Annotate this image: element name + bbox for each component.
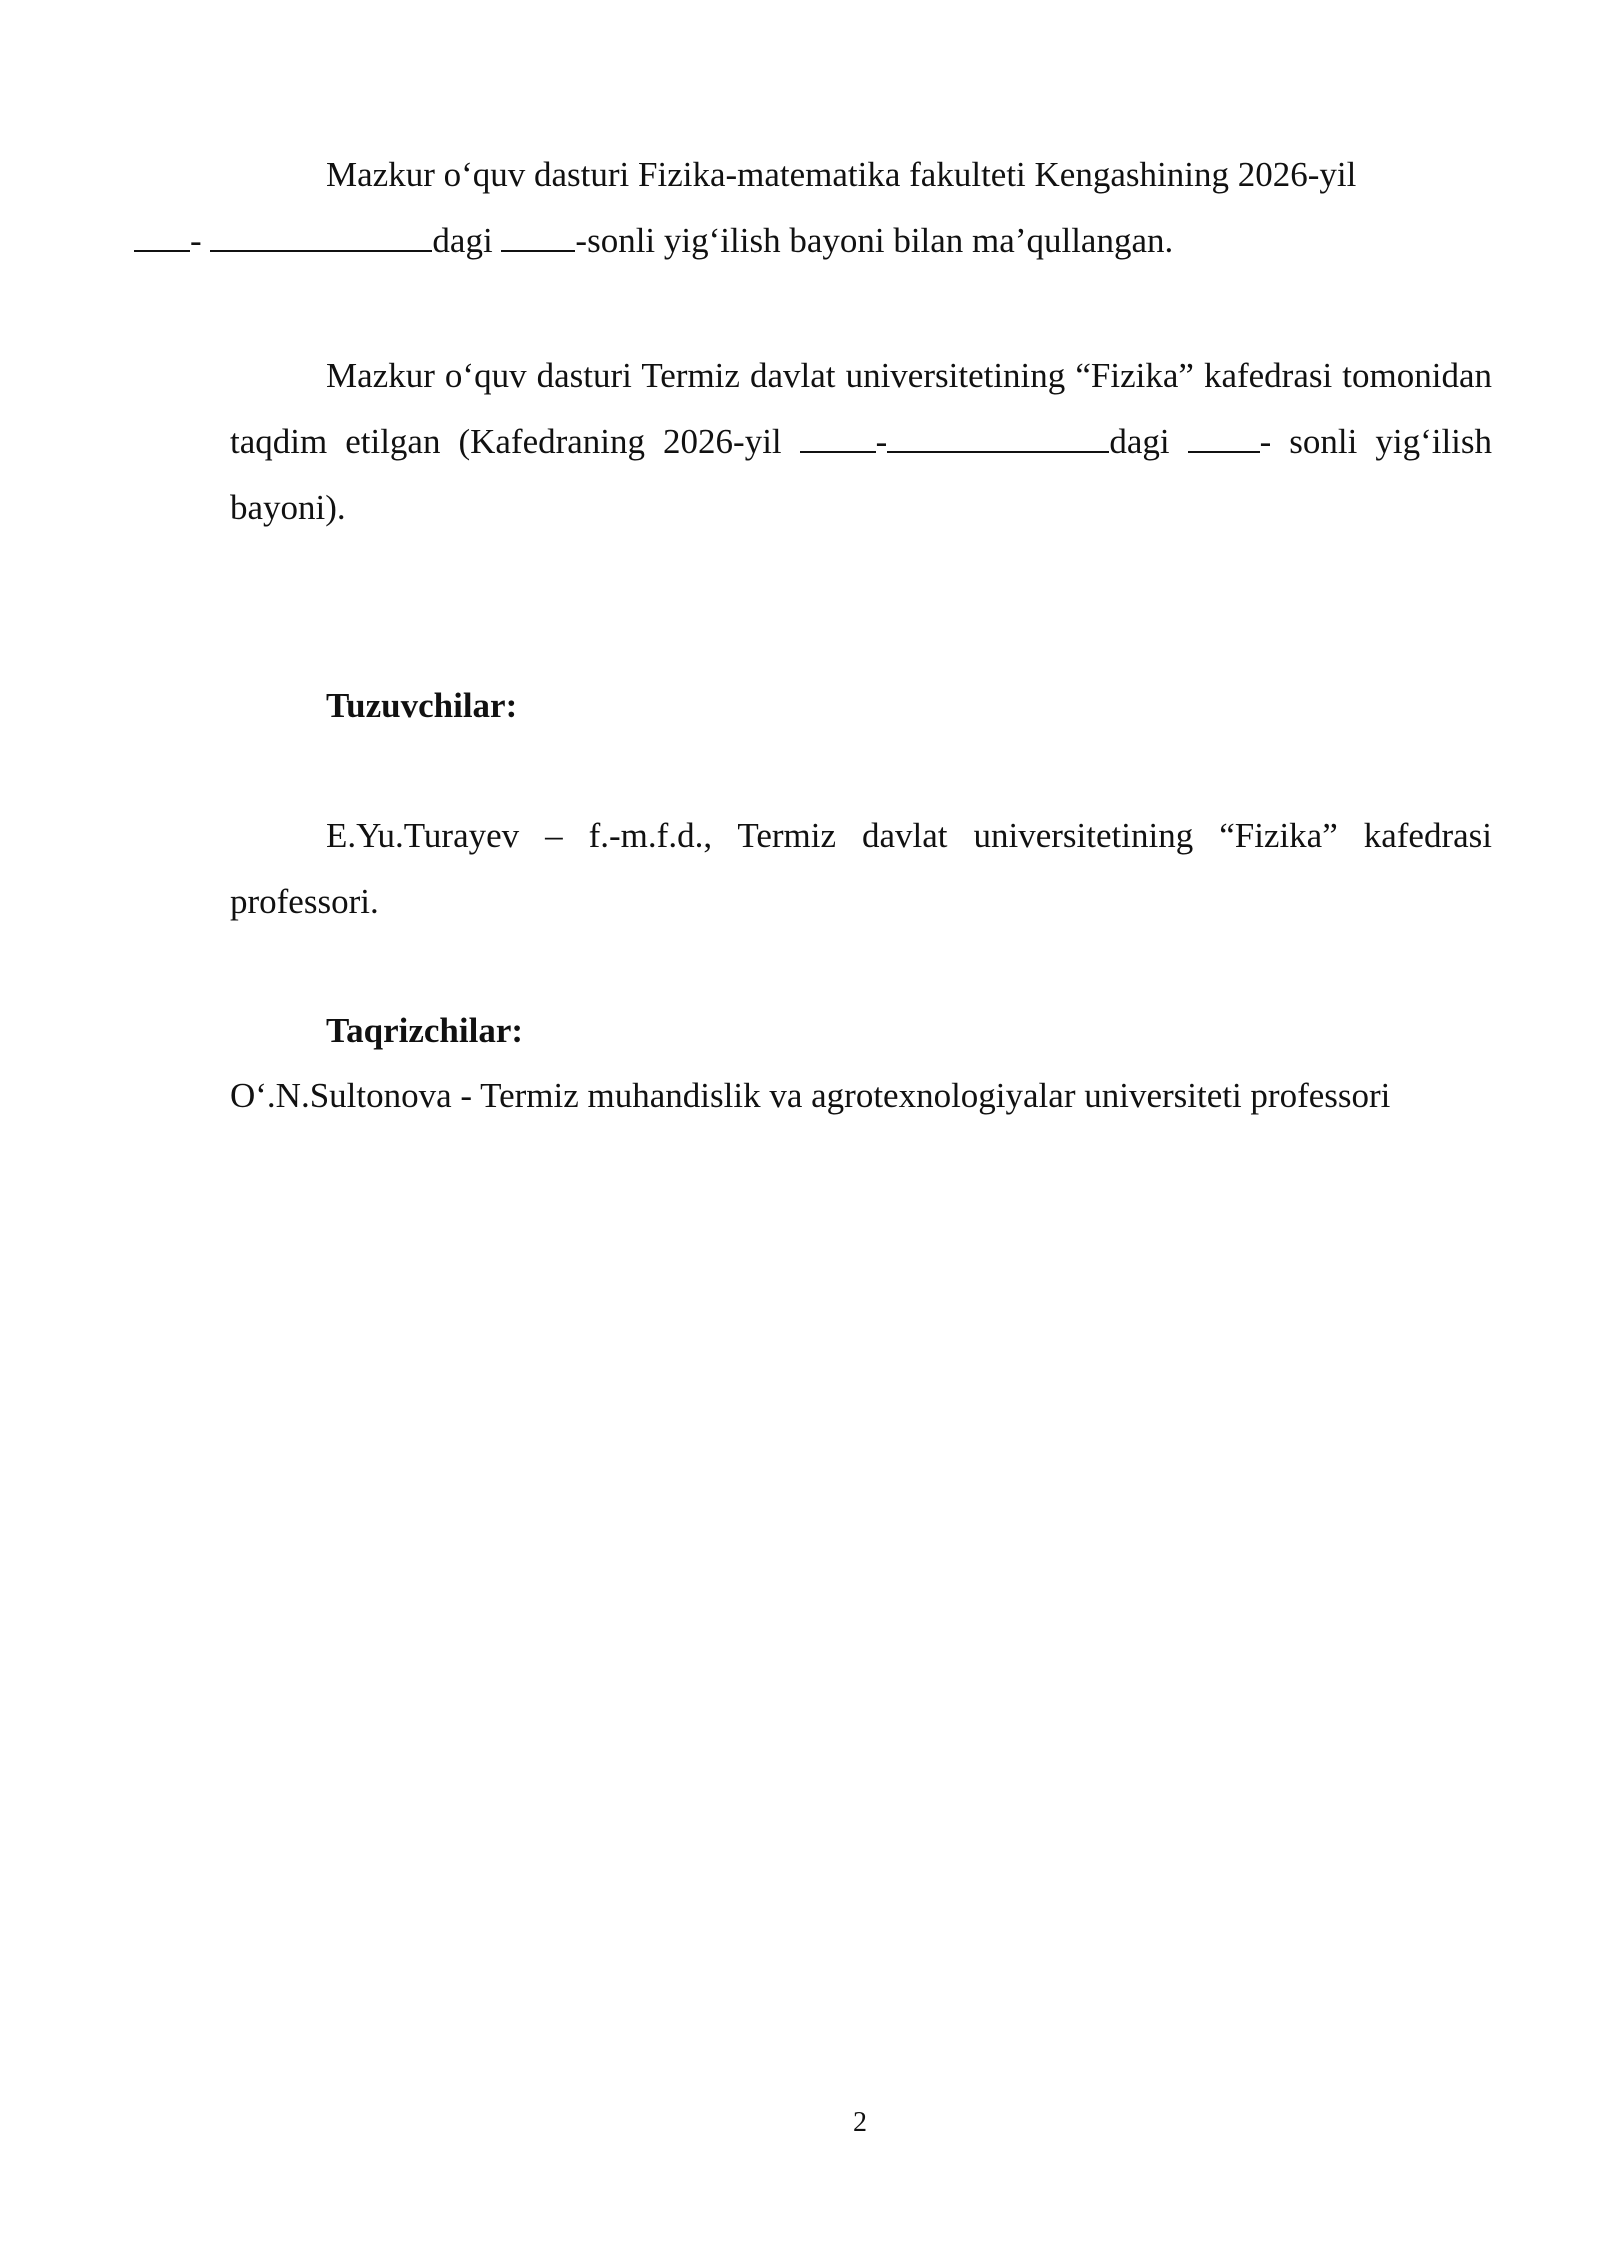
date-blank-day bbox=[800, 423, 876, 453]
authors-heading: Tuzuvchilar: bbox=[326, 686, 518, 725]
number-blank bbox=[501, 222, 575, 252]
approval-paragraph bbox=[190, 142, 1492, 274]
approval-text-part1: Mazkur o‘quv dasturi Fizika-matematika fakulteti Kengashining 2026-yil bbox=[326, 155, 1357, 194]
department-text-part3: dagi bbox=[1109, 422, 1170, 461]
approval-text-part2: - bbox=[190, 221, 202, 260]
department-text-part5: sonli yig‘ilish bayoni). bbox=[230, 422, 1493, 527]
approval-paragraph-text bbox=[190, 142, 1492, 274]
date-blank-month bbox=[887, 423, 1109, 453]
author-paragraph bbox=[230, 803, 1492, 935]
approval-text-part4: -sonli yig‘ilish bayoni bilan ma’qullangan. bbox=[575, 221, 1174, 260]
department-text-part1: Mazkur o‘quv dasturi Termiz davlat universitetining “Fizika” kafedrasi tomonidan taqdim etilgan (Kafedraning 2026-yil bbox=[230, 356, 1492, 461]
page-number: 2 bbox=[853, 2107, 867, 2138]
department-text-part4: - bbox=[1259, 422, 1272, 461]
date-blank-day bbox=[134, 221, 190, 260]
number-blank bbox=[1188, 423, 1260, 453]
reviewer-entry: O‘.N.Sultonova - Termiz muhandislik va agrotexnologiyalar universiteti professori bbox=[230, 1076, 1391, 1115]
author-entry: E.Yu.Turayev – f.-m.f.d., Termiz davlat universitetining “Fizika” kafedrasi professori. bbox=[230, 816, 1492, 921]
department-paragraph-text bbox=[230, 343, 1492, 541]
reviewers-heading: Taqrizchilar: bbox=[326, 1011, 524, 1050]
date-blank-month bbox=[210, 222, 432, 252]
department-text-part2: - bbox=[875, 422, 888, 461]
department-paragraph bbox=[230, 343, 1492, 541]
blank-line bbox=[134, 222, 190, 252]
approval-text-part3: dagi bbox=[432, 221, 493, 260]
